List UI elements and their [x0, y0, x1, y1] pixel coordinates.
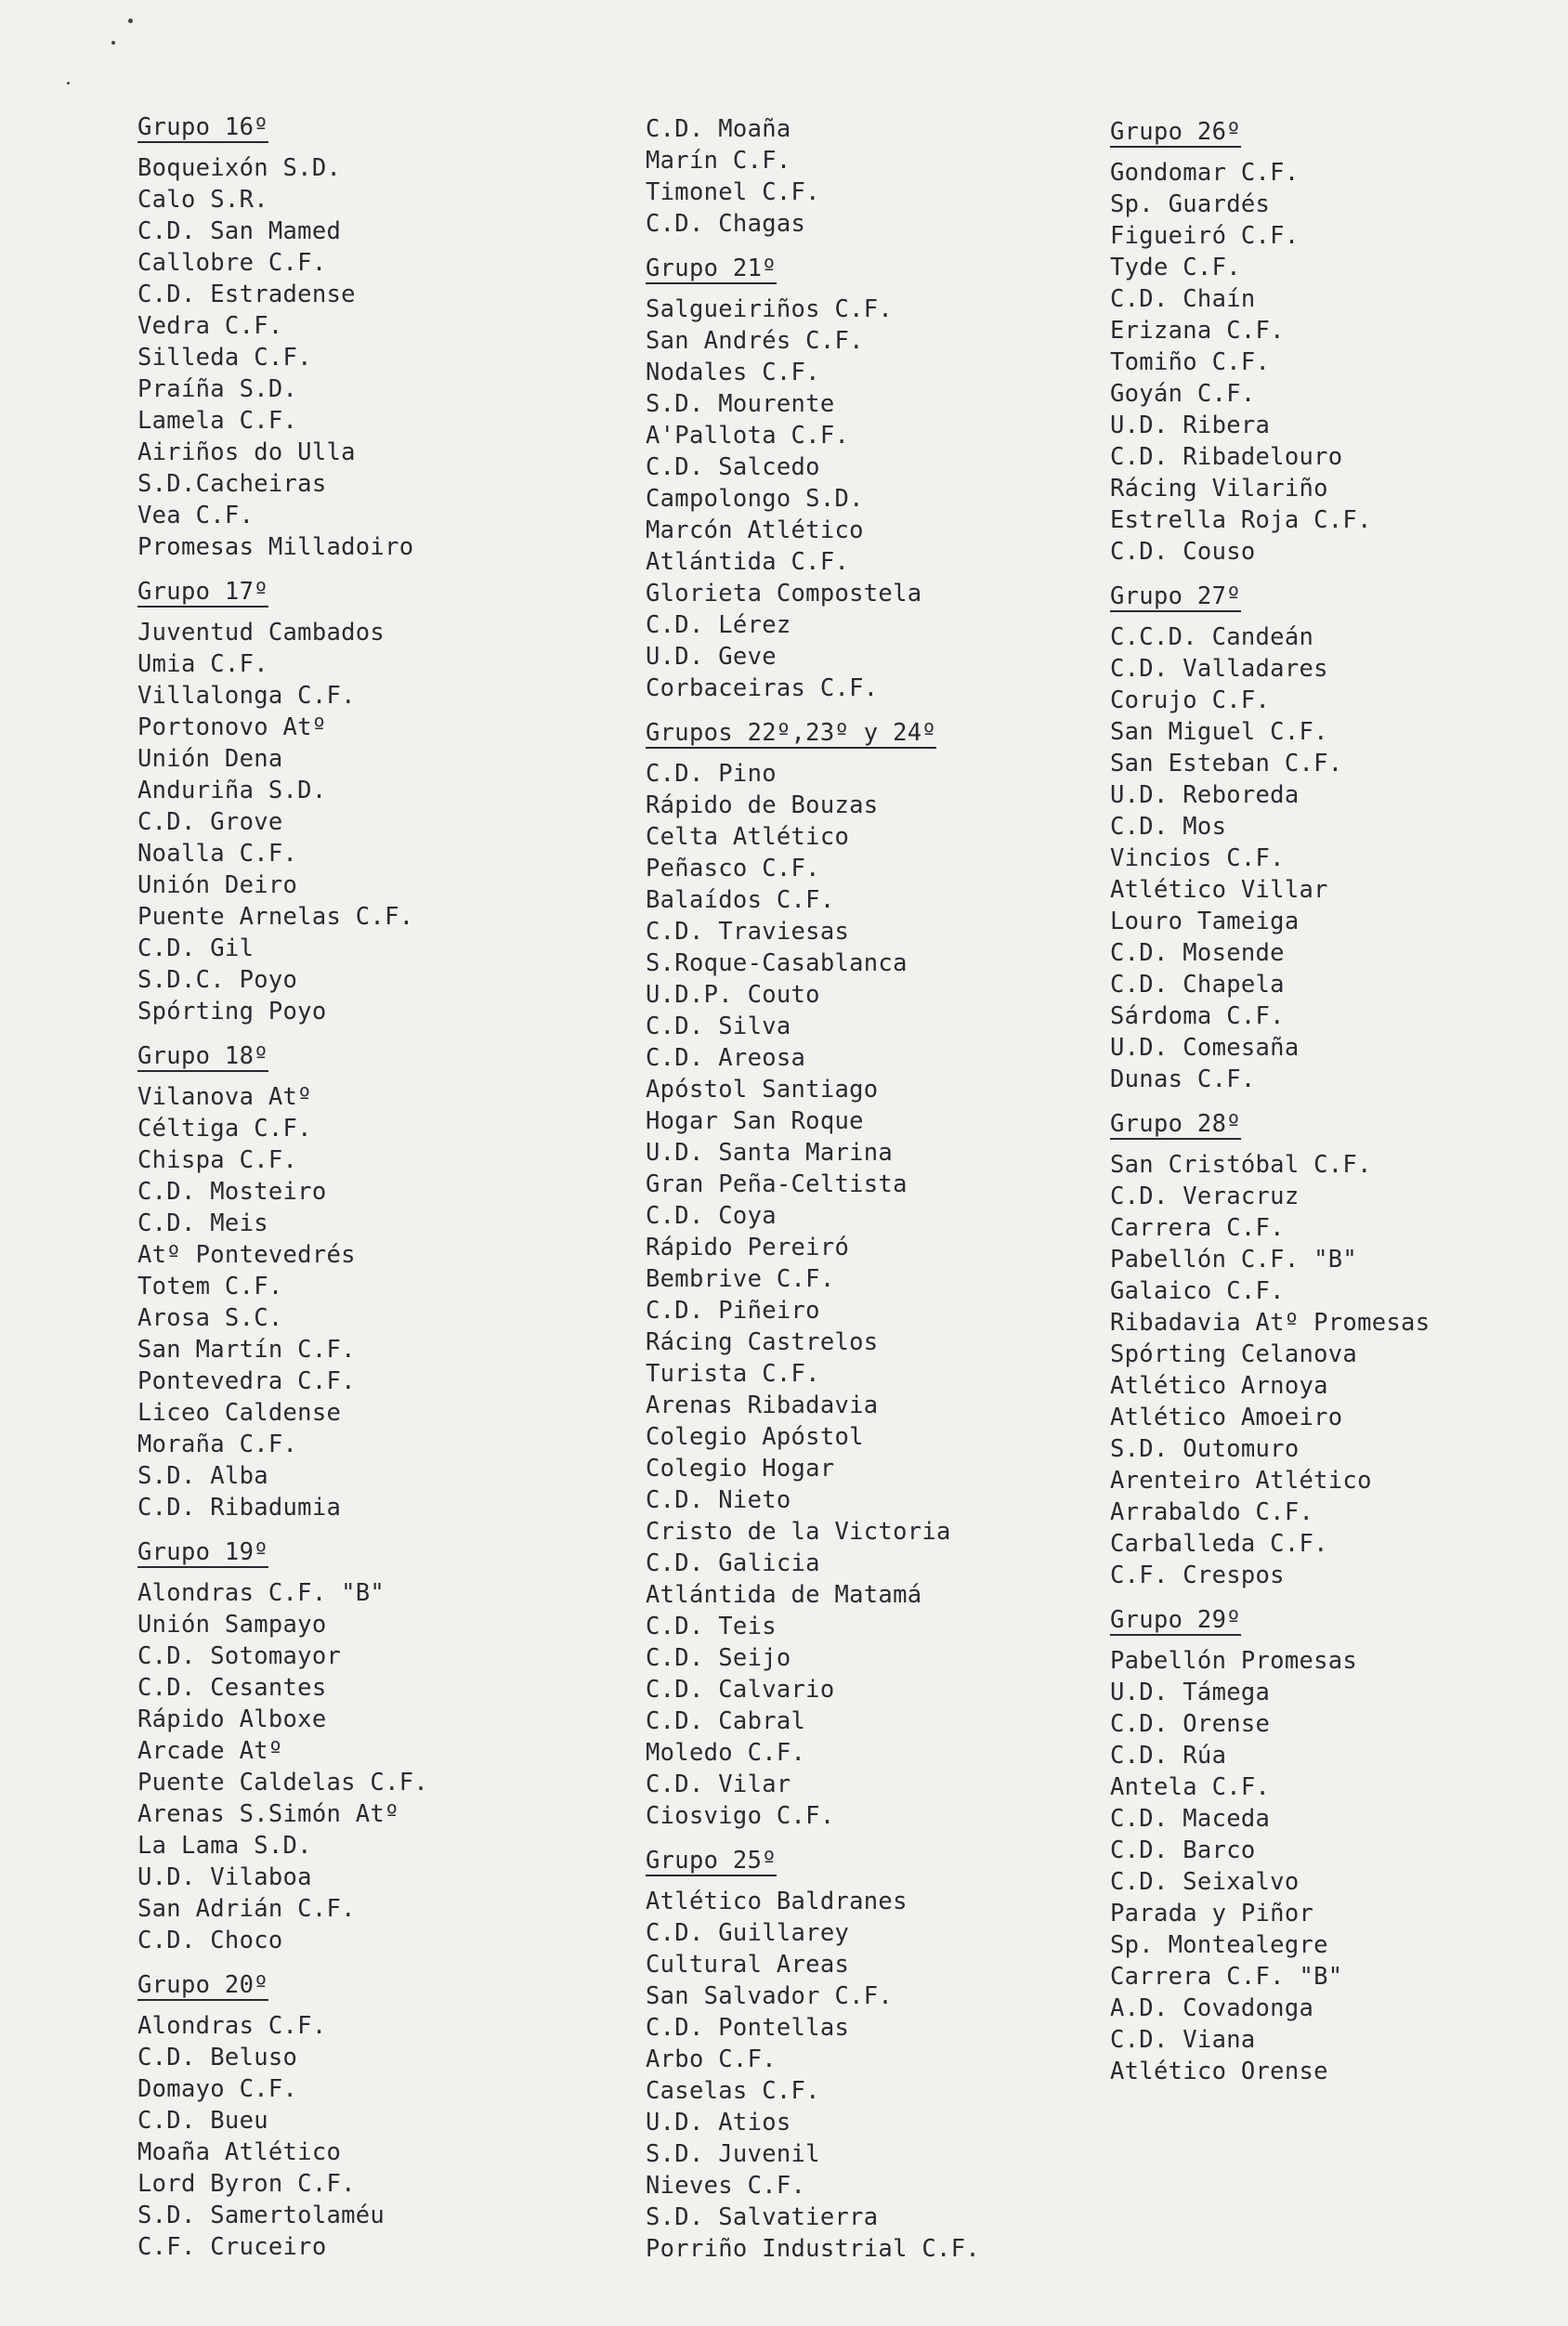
team-name: Calo S.R. [137, 186, 268, 214]
team-name: Pabellón C.F. "B" [1110, 1246, 1358, 1274]
column-2 [646, 113, 980, 2265]
team-name: Arenas Ribadavia [646, 1392, 879, 1419]
group-heading: Grupo 28º [1110, 1110, 1241, 1138]
column-1 [137, 113, 428, 2263]
team-name: Anduriña S.D. [137, 777, 327, 804]
team-name: Porriño Industrial C.F. [646, 2235, 981, 2263]
team-name: C.D. Mos [1110, 813, 1227, 841]
team-name: Estrella Roja C.F. [1110, 506, 1372, 534]
group-block [137, 1027, 428, 1523]
team-name: Rápido de Bouzas [646, 791, 879, 819]
team-name: Unión Sampayo [137, 1611, 327, 1639]
team-name: San Andrés C.F. [646, 327, 864, 355]
team-name: Gran Peña-Celtista [646, 1170, 908, 1198]
team-name: Nodales C.F. [646, 359, 820, 386]
team-name: Caselas C.F. [646, 2077, 820, 2105]
team-name: C.D. Cesantes [137, 1674, 327, 1702]
team-name: C.D. Estradense [137, 281, 356, 308]
team-name: Airiños do Ulla [137, 438, 356, 466]
team-name: Atlántida C.F. [646, 548, 850, 576]
team-name: Vea C.F. [137, 502, 255, 529]
team-name: C.D. Chapela [1110, 971, 1285, 999]
group-heading: Grupo 27º [1110, 582, 1241, 610]
team-name: Lamela C.F. [137, 407, 298, 435]
team-name: Ribadavia Atº Promesas [1110, 1309, 1431, 1337]
team-name: C.D. Mosende [1110, 939, 1285, 967]
team-name: C.D. Veracruz [1110, 1183, 1300, 1210]
team-name: Colegio Apóstol [646, 1423, 864, 1451]
team-name: C.D. Chagas [646, 210, 806, 238]
team-name: Colegio Hogar [646, 1455, 835, 1483]
group-heading: Grupo 18º [137, 1042, 268, 1070]
team-name: Marcón Atlético [646, 516, 864, 544]
team-name: Puente Caldelas C.F. [137, 1769, 429, 1797]
team-name: Cultural Areas [646, 1951, 850, 1979]
team-name: San Cristóbal C.F. [1110, 1151, 1372, 1179]
team-name: C.D. Seixalvo [1110, 1868, 1300, 1896]
team-name: C.D. Vilar [646, 1771, 791, 1798]
team-name: Vedra C.F. [137, 312, 283, 340]
group-heading: Grupo 17º [137, 578, 268, 606]
team-name: C.D. Beluso [137, 2044, 298, 2071]
team-name: C.D. Pontellas [646, 2014, 850, 2042]
group-block [646, 240, 980, 704]
team-name: San Esteban C.F. [1110, 750, 1343, 778]
group-block [646, 113, 980, 240]
team-name: Moaña Atlético [137, 2138, 342, 2166]
group-heading: Grupo 26º [1110, 118, 1241, 146]
team-name: Puente Arnelas C.F. [137, 903, 414, 931]
team-name: C.D. San Mamed [137, 217, 342, 245]
team-name: Promesas Milladoiro [137, 533, 414, 561]
team-name: C.D. Teis [646, 1613, 777, 1640]
team-name: C.D. Lérez [646, 611, 791, 639]
team-name: C.F. Crespos [1110, 1562, 1285, 1589]
team-name: C.D. Bueu [137, 2107, 268, 2135]
paper-speck [67, 82, 70, 85]
team-name: Gondomar C.F. [1110, 159, 1300, 187]
team-name: Carballeda C.F. [1110, 1530, 1328, 1558]
team-name: C.D. Salcedo [646, 453, 820, 481]
team-name: S.Roque-Casablanca [646, 949, 908, 977]
team-name: C.D. Traviesas [646, 918, 850, 946]
team-name: Chispa C.F. [137, 1146, 298, 1174]
team-name: Arosa S.C. [137, 1304, 283, 1332]
team-name: Atlántida de Matamá [646, 1581, 922, 1609]
team-name: C.D. Seijo [646, 1644, 791, 1672]
team-name: San Martín C.F. [137, 1336, 356, 1364]
team-name: Cristo de la Victoria [646, 1518, 951, 1546]
team-name: C.D. Chaín [1110, 285, 1256, 313]
team-name: C.D. Pino [646, 760, 777, 788]
group-block [137, 563, 428, 1027]
team-name: Campolongo S.D. [646, 485, 864, 513]
team-name: Carrera C.F. [1110, 1214, 1285, 1242]
team-name: Atº Pontevedrés [137, 1241, 356, 1269]
group-heading: Grupo 20º [137, 1971, 268, 1999]
team-name: S.D. Samertolaméu [137, 2202, 385, 2229]
team-name: Sárdoma C.F. [1110, 1002, 1285, 1030]
team-name: Portonovo Atº [137, 713, 327, 741]
team-name: Rápido Pereiró [646, 1234, 850, 1261]
team-name: Hogar San Roque [646, 1107, 864, 1135]
team-name: S.D. Outomuro [1110, 1435, 1300, 1463]
team-name: C.D. Barco [1110, 1836, 1256, 1864]
team-name: Rácing Castrelos [646, 1328, 879, 1356]
team-name: C.D. Silva [646, 1013, 791, 1040]
team-name: Arrabaldo C.F. [1110, 1498, 1314, 1526]
team-name: Rápido Alboxe [137, 1705, 327, 1733]
team-name: Spórting Poyo [137, 998, 327, 1026]
team-name: Apóstol Santiago [646, 1076, 879, 1104]
team-name: Peñasco C.F. [646, 855, 820, 882]
team-name: U.D. Santa Marina [646, 1139, 894, 1167]
team-name: San Salvador C.F. [646, 1982, 894, 2010]
team-name: Moledo C.F. [646, 1739, 806, 1767]
team-name: U.D. Comesaña [1110, 1034, 1300, 1062]
team-name: Atlético Arnoya [1110, 1372, 1328, 1400]
team-name: Balaídos C.F. [646, 886, 835, 914]
paper-speck [111, 41, 115, 45]
team-name: C.D. Moaña [646, 115, 791, 143]
team-name: C.D. Viana [1110, 2026, 1256, 2054]
team-name: C.D. Rúa [1110, 1742, 1227, 1770]
group-block [137, 1523, 428, 1956]
team-name: C.D. Nieto [646, 1486, 791, 1514]
group-block [137, 1956, 428, 2263]
team-name: C.D. Grove [137, 808, 283, 836]
team-name: Celta Atlético [646, 823, 850, 851]
team-name: Tyde C.F. [1110, 254, 1241, 281]
team-name: C.D. Sotomayor [137, 1642, 342, 1670]
team-name: Arbo C.F. [646, 2045, 777, 2073]
group-block [1110, 1591, 1430, 2087]
team-name: Parada y Piñor [1110, 1900, 1314, 1927]
group-heading: Grupos 22º,23º y 24º [646, 719, 937, 747]
team-name: Alondras C.F. [137, 2012, 327, 2040]
team-name: Unión Deiro [137, 871, 298, 899]
team-name: Arenteiro Atlético [1110, 1467, 1372, 1495]
group-block [1110, 1095, 1430, 1591]
paper-speck [128, 19, 133, 23]
team-name: S.D.C. Poyo [137, 966, 298, 994]
group-heading: Grupo 29º [1110, 1606, 1241, 1634]
team-name: U.D. Ribera [1110, 412, 1271, 439]
team-name: C.D. Ribadelouro [1110, 443, 1343, 471]
team-name: San Miguel C.F. [1110, 718, 1328, 746]
team-name: C.D. Coya [646, 1202, 777, 1230]
team-name: Dunas C.F. [1110, 1065, 1256, 1093]
team-name: C.D. Areosa [646, 1044, 806, 1072]
team-name: C.D. Galicia [646, 1549, 820, 1577]
team-name: C.C.D. Candeán [1110, 623, 1314, 651]
team-name: U.D. Reboreda [1110, 781, 1300, 809]
team-name: C.D. Orense [1110, 1710, 1271, 1738]
team-name: A.D. Covadonga [1110, 1994, 1314, 2022]
column-3 [1110, 118, 1430, 2087]
team-name: C.D. Couso [1110, 538, 1256, 566]
group-heading: Grupo 25º [646, 1847, 777, 1875]
team-name: Timonel C.F. [646, 178, 820, 206]
team-name: S.D. Juvenil [646, 2140, 820, 2168]
team-name: Umia C.F. [137, 650, 268, 678]
team-name: Erizana C.F. [1110, 317, 1285, 345]
group-heading: Grupo 16º [137, 113, 268, 141]
team-name: Juventud Cambados [137, 619, 385, 647]
team-name: U.D. Támega [1110, 1679, 1271, 1706]
team-name: U.D. Geve [646, 643, 777, 671]
team-name: Rácing Vilariño [1110, 475, 1328, 503]
team-name: Domayo C.F. [137, 2075, 298, 2103]
team-name: C.D. Cabral [646, 1707, 806, 1735]
team-name: Tomiño C.F. [1110, 348, 1271, 376]
team-name: Céltiga C.F. [137, 1115, 312, 1143]
team-name: Corujo C.F. [1110, 686, 1271, 714]
team-name: C.D. Ribadumia [137, 1494, 342, 1522]
team-name: Louro Tameiga [1110, 908, 1300, 935]
team-name: Atlético Villar [1110, 876, 1328, 904]
group-heading: Grupo 21º [646, 255, 777, 282]
team-name: C.D. Guillarey [646, 1919, 850, 1947]
team-name: Galaico C.F. [1110, 1277, 1285, 1305]
team-name: Callobre C.F. [137, 249, 327, 277]
team-name: Atlético Amoeiro [1110, 1404, 1343, 1431]
group-block [1110, 118, 1430, 568]
team-name: C.D. Valladares [1110, 655, 1328, 683]
team-name: A'Pallota C.F. [646, 422, 850, 450]
group-block [1110, 568, 1430, 1095]
team-name: Ciosvigo C.F. [646, 1802, 835, 1830]
team-name: Totem C.F. [137, 1273, 283, 1300]
team-name: Noalla C.F. [137, 840, 298, 868]
team-name: Alondras C.F. "B" [137, 1579, 385, 1607]
team-name: Pabellón Promesas [1110, 1647, 1358, 1675]
team-name: C.D. Piñeiro [646, 1297, 820, 1325]
team-name: La Lama S.D. [137, 1832, 312, 1860]
team-name: C.D. Meis [137, 1209, 268, 1237]
team-name: Salgueiriños C.F. [646, 295, 894, 323]
team-name: C.D. Gil [137, 934, 255, 962]
team-name: Villalonga C.F. [137, 682, 356, 710]
team-name: Pontevedra C.F. [137, 1367, 356, 1395]
team-name: Boqueixón S.D. [137, 154, 342, 182]
group-block [646, 1832, 980, 2265]
team-name: Bembrive C.F. [646, 1265, 835, 1293]
team-name: U.D. Atios [646, 2109, 791, 2137]
team-name: U.D.P. Couto [646, 981, 820, 1009]
team-name: Moraña C.F. [137, 1431, 298, 1458]
team-name: Atlético Orense [1110, 2058, 1328, 2085]
team-name: C.D. Choco [137, 1927, 283, 1954]
team-name: San Adrián C.F. [137, 1895, 356, 1923]
group-block [646, 704, 980, 1832]
team-name: Vilanova Atº [137, 1083, 312, 1111]
team-name: Sp. Guardés [1110, 190, 1271, 218]
team-name: S.D. Alba [137, 1462, 268, 1490]
team-name: Vincios C.F. [1110, 844, 1285, 872]
team-name: C.F. Cruceiro [137, 2233, 327, 2261]
team-name: Goyán C.F. [1110, 380, 1256, 408]
team-name: Glorieta Compostela [646, 580, 922, 608]
team-name: C.D. Maceda [1110, 1805, 1271, 1833]
team-name: Lord Byron C.F. [137, 2170, 356, 2198]
team-name: Praíña S.D. [137, 375, 298, 403]
team-name: S.D.Cacheiras [137, 470, 327, 498]
team-name: Atlético Baldranes [646, 1888, 908, 1915]
team-name: Sp. Montealegre [1110, 1931, 1328, 1959]
team-name: Liceo Caldense [137, 1399, 342, 1427]
team-name: U.D. Vilaboa [137, 1863, 312, 1891]
team-name: Arenas S.Simón Atº [137, 1800, 399, 1828]
team-name: S.D. Mourente [646, 390, 835, 418]
team-name: S.D. Salvatierra [646, 2203, 879, 2231]
team-name: Corbaceiras C.F. [646, 674, 879, 702]
team-name: Spórting Celanova [1110, 1340, 1358, 1368]
team-name: Antela C.F. [1110, 1773, 1271, 1801]
team-name: Figueiró C.F. [1110, 222, 1300, 250]
team-name: Marín C.F. [646, 147, 791, 175]
team-name: Unión Dena [137, 745, 283, 773]
team-name: C.D. Mosteiro [137, 1178, 327, 1206]
group-block [137, 113, 428, 563]
team-name: Carrera C.F. "B" [1110, 1963, 1343, 1991]
team-name: Silleda C.F. [137, 344, 312, 372]
team-name: Nieves C.F. [646, 2172, 806, 2200]
group-heading: Grupo 19º [137, 1538, 268, 1566]
team-name: Turista C.F. [646, 1360, 820, 1388]
team-name: Arcade Atº [137, 1737, 283, 1765]
team-name: C.D. Calvario [646, 1676, 835, 1704]
